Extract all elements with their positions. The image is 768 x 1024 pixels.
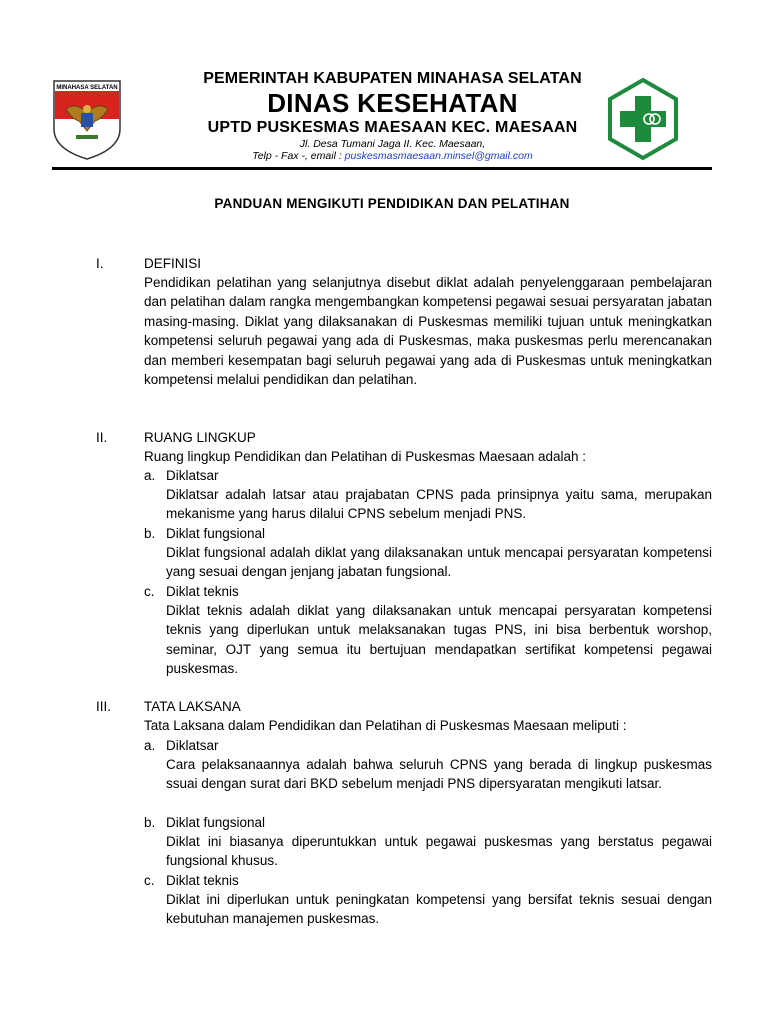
section-2-item-a-title: Diklatsar: [166, 468, 219, 483]
section-2-intro: Ruang lingkup Pendidikan dan Pelatihan di Puskesmas Maesaan adalah :: [144, 449, 587, 464]
section-3-number: III.: [96, 699, 112, 714]
section-2-heading: RUANG LINGKUP: [144, 430, 256, 445]
section-3-intro: Tata Laksana dalam Pendidikan dan Pelatihan di Puskesmas Maesaan meliputi :: [144, 718, 627, 733]
section-1-heading: DEFINISI: [144, 256, 202, 271]
section-1-number: I.: [96, 256, 104, 271]
section-3-item-c-letter: c.: [144, 873, 155, 888]
section-2-number: II.: [96, 430, 108, 445]
section-2-item-b-title: Diklat fungsional: [166, 526, 266, 541]
section-3-item-b-title: Diklat fungsional: [166, 815, 266, 830]
section-2-item-b-letter: b.: [144, 526, 156, 541]
email-link[interactable]: puskesmasmaesaan.minsel@gmail.com: [344, 150, 533, 162]
section-2-item-c-letter: c.: [144, 584, 155, 599]
header-unit-line: UPTD PUSKESMAS MAESAAN KEC. MAESAAN: [207, 119, 578, 136]
section-3-item-a-title: Diklatsar: [166, 738, 219, 753]
contact-prefix: Telp - Fax -, email :: [252, 150, 345, 162]
section-3-item-a-text: Cara pelaksanaannya adalah bahwa seluruh CPNS yang berada di lingkup puskesmas ssuai dengan surat dari BKD sebelum menjadi PNS dipersyaratan mengikuti latsar.: [166, 757, 712, 792]
section-2-item-c-text: Diklat teknis adalah diklat yang dilaksanakan untuk mencapai persyaratan kompetensi teknis yang diperlukan untuk melaksanakan tugas PNS, ini bisa berbentuk worshop, seminar, OJT yang semua itu bertujuan mendapatkan sertifikat kompetensi pegawai puskesmas.: [166, 603, 712, 677]
section-3-item-b-text: Diklat ini biasanya diperuntukkan untuk pegawai puskesmas yang berstatus pegawai fungsional khusus.: [166, 834, 712, 869]
header-contact: [130, 150, 655, 162]
section-2-item-a-text: Diklatsar adalah latsar atau prajabatan CPNS pada prinsipnya yaitu sama, merupakan mekanisme yang harus dilalui CPNS sebelum menjadi PNS.: [166, 487, 712, 522]
section-3-item-c-title: Diklat teknis: [166, 873, 239, 888]
header-address: Jl. Desa Tumani Jaga II. Kec. Maesaan,: [299, 138, 486, 150]
section-3-heading: TATA LAKSANA: [144, 699, 241, 714]
section-3-item-a-letter: a.: [144, 738, 156, 753]
header-government-line: PEMERINTAH KABUPATEN MINAHASA SELATAN: [203, 70, 582, 87]
section-1-text: Pendidikan pelatihan yang selanjutnya disebut diklat adalah penyelenggaraan pembelajaran dan pelatihan dalam rangka mengembangkan kompetensi pegawai sesuai persyaratan jabatan masing-masing. Diklat yang dilaksanakan di Puskesmas memiliki tujuan untuk meningkatkan kompetensi seluruh pegawai yang ada di Puskesmas, maka puskesmas perlu merencanakan dan memberi kesempatan bagi seluruh pegawai yang ada di Puskesmas untuk meningkatkan kompetensi melalui pendidikan dan pelatihan.: [144, 275, 712, 388]
section-3-item-b-letter: b.: [144, 815, 156, 830]
section-2-item-a-letter: a.: [144, 468, 156, 483]
header-agency-title: DINAS KESEHATAN: [267, 88, 518, 118]
section-2-item-c-title: Diklat teknis: [166, 584, 239, 599]
header-divider: [52, 167, 712, 170]
minahasa-selatan-emblem-logo: [52, 79, 122, 161]
logo-left-label: MINAHASA SELATAN: [56, 85, 118, 91]
document-title: PANDUAN MENGIKUTI PENDIDIKAN DAN PELATIHAN: [214, 196, 570, 211]
section-2-item-b-text: Diklat fungsional adalah diklat yang dilaksanakan untuk mencapai persyaratan kompetensi yang sesuai dengan jenjang jabatan fungsional.: [166, 545, 712, 580]
puskesmas-logo: [606, 76, 680, 162]
section-3-item-c-text: Diklat ini diperlukan untuk peningkatan kompetensi yang bersifat teknis sesuai dengan kebutuhan manajemen puskesmas.: [166, 892, 712, 927]
